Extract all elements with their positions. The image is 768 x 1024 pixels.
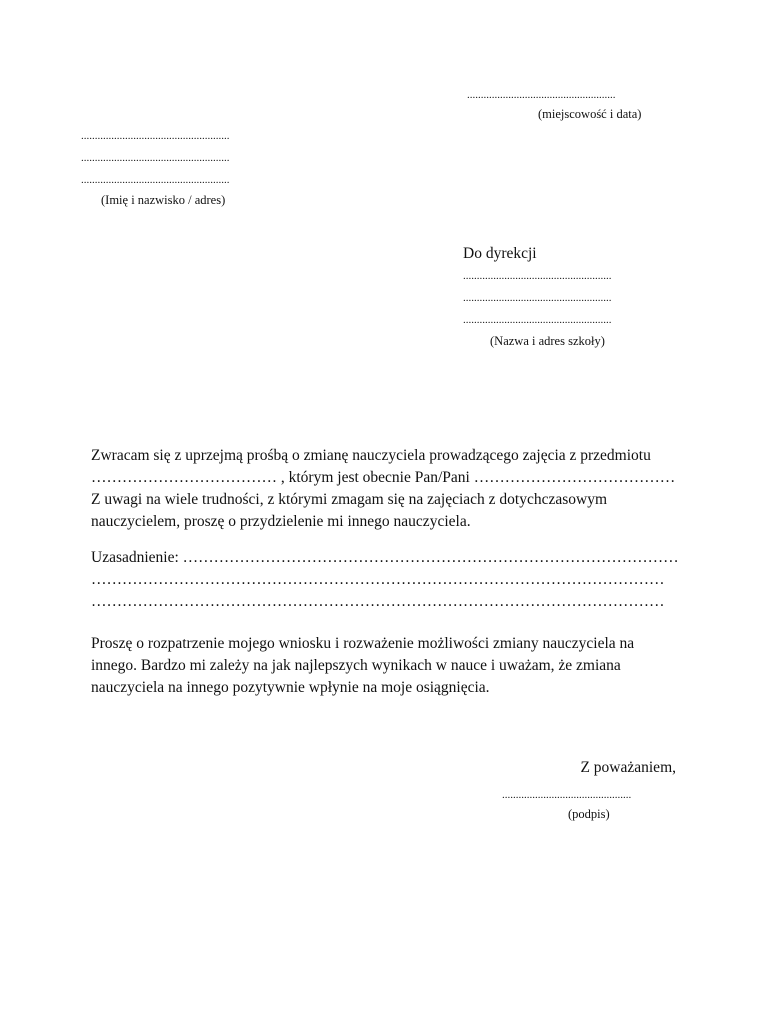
request-line-1: Zwracam się z uprzejmą prośbą o zmianę nauczyciela prowadzącego zajęcia z przedmiotu [91, 447, 651, 464]
request-paragraph [91, 445, 691, 533]
justification-paragraph [91, 547, 691, 613]
signature-caption: (podpis) [568, 807, 610, 821]
request-line-3: Z uwagi na wiele trudności, z którymi zmagam się na zajęciach z dotychczasowym [91, 491, 608, 508]
signature-line: ............................................... [502, 789, 632, 801]
sender-caption: (Imię i nazwisko / adres) [101, 193, 226, 207]
sender-line-2: ...................................................... [81, 152, 230, 164]
justification-line-2: ………………………………………………………………………………………………… [91, 571, 665, 588]
request-line-2: ……………………………… , którym jest obecnie Pan/Pani ………………………………… [91, 469, 676, 486]
closing-line-2: innego. Bardzo mi zależy na jak najlepszych wynikach w nauce i uważam, że zmiana [91, 657, 621, 674]
sender-line-1: ...................................................... [81, 130, 230, 142]
place-date-caption: (miejscowość i data) [538, 107, 642, 121]
closing-line-3: nauczyciela na innego pozytywnie wpłynie na moje osiągnięcia. [91, 679, 490, 696]
sender-line-3: ...................................................... [81, 174, 230, 186]
recipient-caption: (Nazwa i adres szkoły) [490, 334, 605, 348]
closing-line-1: Proszę o rozpatrzenie mojego wniosku i rozważenie możliwości zmiany nauczyciela na [91, 635, 635, 652]
recipient-line-2: ...................................................... [463, 292, 612, 304]
request-line-4: nauczycielem, proszę o przydzielenie mi innego nauczyciela. [91, 513, 471, 530]
closing-greeting: Z poważaniem, [580, 759, 676, 776]
justification-line-1: Uzasadnienie: …………………………………………………………………………………… [91, 549, 679, 566]
recipient-line-3: ...................................................... [463, 314, 612, 326]
place-date-line: ...................................................... [467, 89, 616, 101]
closing-paragraph [91, 633, 691, 699]
justification-line-3: ………………………………………………………………………………………………… [91, 593, 665, 610]
recipient-line-1: ...................................................... [463, 270, 612, 282]
recipient-title: Do dyrekcji [463, 245, 537, 262]
